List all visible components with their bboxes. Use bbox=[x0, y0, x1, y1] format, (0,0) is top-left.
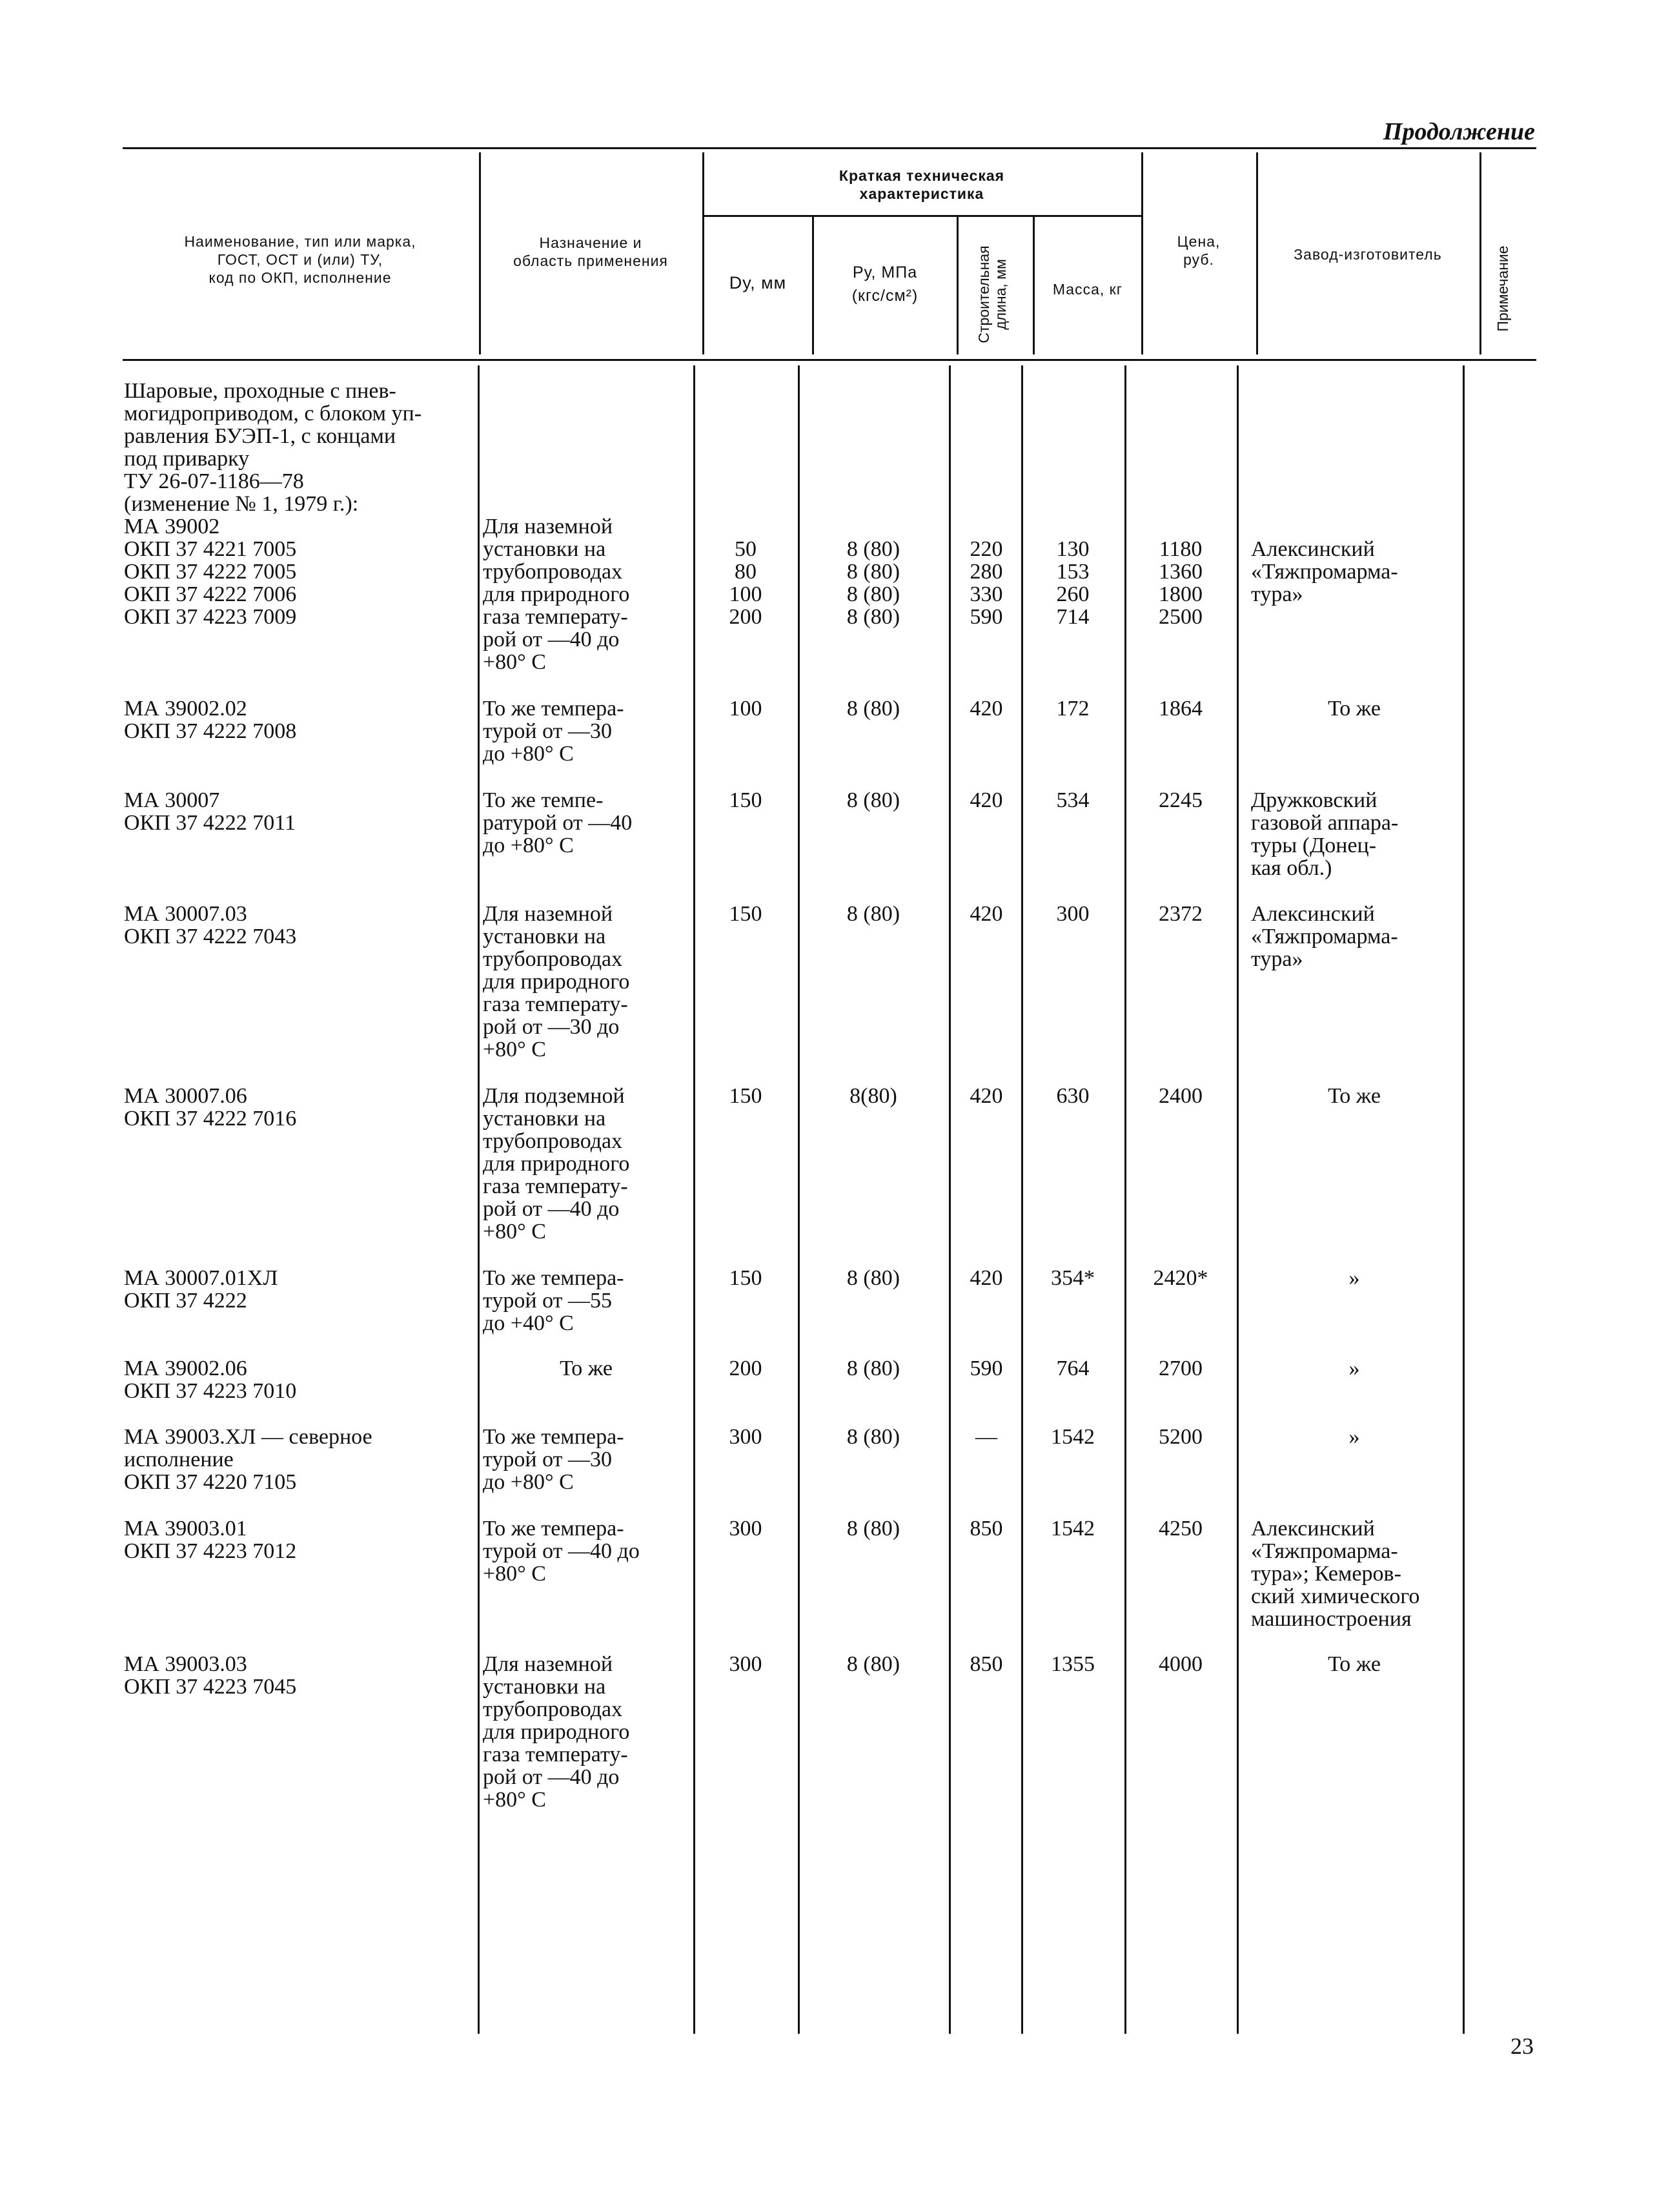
table-top-rule bbox=[123, 147, 1536, 149]
row-py: 8 (80) bbox=[846, 902, 900, 926]
header-maker: Завод-изготовитель bbox=[1294, 246, 1442, 263]
row-dy: 300 bbox=[729, 1517, 762, 1541]
header-purpose: Назначение и область применения bbox=[513, 234, 668, 269]
row-mass: 534 bbox=[1056, 788, 1090, 812]
row-name: МА 39003.03 ОКП 37 4223 7045 bbox=[124, 1652, 297, 1699]
row-py: 8 (80) bbox=[846, 1425, 900, 1449]
row-price: 1180 1360 1800 2500 bbox=[1159, 537, 1203, 629]
header-py: Pу, МПа (кгс/см²) bbox=[851, 263, 919, 305]
body-divider bbox=[1124, 365, 1126, 2034]
body-divider bbox=[1021, 365, 1023, 2034]
header-note: Примечание bbox=[1494, 245, 1511, 332]
row-maker: Алексинский «Тяжпромарма- тура»; Кемеров- ский химического машиностроения bbox=[1251, 1517, 1420, 1631]
header-bottom-rule bbox=[123, 359, 1536, 361]
row-maker: » bbox=[1348, 1425, 1360, 1449]
row-py: 8 (80) bbox=[846, 1517, 900, 1541]
row-dy: 200 bbox=[729, 1357, 762, 1380]
row-price: 4000 bbox=[1159, 1652, 1203, 1676]
header-divider bbox=[1033, 217, 1035, 354]
body-divider bbox=[798, 365, 800, 2034]
row-purpose: То же темпера- турой от —55 до +40° С bbox=[483, 1266, 624, 1335]
header-divider bbox=[702, 152, 704, 354]
row-maker: Дружковский газовой аппара- туры (Донец- кая обл.) bbox=[1251, 788, 1399, 880]
row-py: 8 (80) bbox=[846, 788, 900, 812]
row-py: 8(80) bbox=[849, 1084, 897, 1108]
row-mass: 300 bbox=[1056, 902, 1090, 926]
row-mass: 630 bbox=[1056, 1084, 1090, 1108]
row-name: МА 30007.01ХЛ ОКП 37 4222 bbox=[124, 1266, 278, 1313]
row-mass: 764 bbox=[1056, 1357, 1090, 1380]
row-length: 590 bbox=[970, 1357, 1003, 1380]
row-py: 8 (80) 8 (80) 8 (80) 8 (80) bbox=[846, 537, 900, 629]
row-name: МА 30007 ОКП 37 4222 7011 bbox=[124, 788, 296, 835]
row-dy: 50 80 100 200 bbox=[729, 537, 762, 629]
header-mass: Масса, кг bbox=[1052, 281, 1123, 298]
row-dy: 150 bbox=[729, 1084, 762, 1108]
row-name: МА 39002.06 ОКП 37 4223 7010 bbox=[124, 1357, 297, 1403]
row-mass: 1542 bbox=[1051, 1517, 1095, 1541]
row-dy: 300 bbox=[729, 1652, 762, 1676]
row-length: 420 bbox=[970, 697, 1003, 721]
row-length: 850 bbox=[970, 1652, 1003, 1676]
header-price: Цена, руб. bbox=[1177, 233, 1221, 268]
row-py: 8 (80) bbox=[846, 1266, 900, 1290]
header-length: Строительная длина, мм bbox=[975, 245, 1009, 343]
row-mass: 1355 bbox=[1051, 1652, 1095, 1676]
row-purpose: То же темпера- турой от —40 до +80° С bbox=[483, 1517, 640, 1586]
row-purpose: Для наземной установки на трубопроводах для природного газа температу- рой от —40 до +80° С bbox=[483, 515, 630, 674]
row-dy: 150 bbox=[729, 788, 762, 812]
body-divider bbox=[949, 365, 951, 2034]
row-price: 2400 bbox=[1159, 1084, 1203, 1108]
row-py: 8 (80) bbox=[846, 697, 900, 721]
row-name: МА 39002 ОКП 37 4221 7005 ОКП 37 4222 7005 ОКП 37 4222 7006 ОКП 37 4223 7009 bbox=[124, 515, 297, 629]
tech-subheader-rule bbox=[704, 215, 1141, 217]
row-py: 8 (80) bbox=[846, 1652, 900, 1676]
row-price: 2372 bbox=[1159, 902, 1203, 926]
intro-text: Шаровые, проходные с пнев- могидроприводом, с блоком уп- равления БУЭП-1, с концами под приварку ТУ 26-07-1186—78 (изменение № 1, 1979 г.): bbox=[124, 379, 422, 516]
row-purpose: Для подземной установки на трубопроводах для природного газа температу- рой от —40 до +80° С bbox=[483, 1084, 630, 1244]
continuation-label: Продолжение bbox=[1383, 118, 1535, 145]
row-length: — bbox=[975, 1425, 997, 1449]
body-divider bbox=[1237, 365, 1239, 2034]
row-name: МА 39002.02 ОКП 37 4222 7008 bbox=[124, 697, 297, 743]
body-divider bbox=[478, 365, 480, 2034]
row-purpose: Для наземной установки на трубопроводах для природного газа температу- рой от —30 до +80° С bbox=[483, 902, 630, 1061]
row-name: МА 30007.03 ОКП 37 4222 7043 bbox=[124, 902, 297, 948]
row-mass: 172 bbox=[1056, 697, 1090, 721]
page-number: 23 bbox=[1510, 2033, 1534, 2059]
row-name: МА 39003.01 ОКП 37 4223 7012 bbox=[124, 1517, 297, 1563]
header-name: Наименование, тип или марка, ГОСТ, ОСТ и (или) ТУ, код по ОКП, исполнение bbox=[184, 233, 416, 286]
row-maker: То же bbox=[1328, 1652, 1381, 1676]
row-py: 8 (80) bbox=[846, 1357, 900, 1380]
header-tech: Краткая техническая характеристика bbox=[838, 167, 1005, 202]
row-price: 5200 bbox=[1159, 1425, 1203, 1449]
row-dy: 150 bbox=[729, 902, 762, 926]
header-divider bbox=[812, 217, 814, 354]
row-maker: » bbox=[1348, 1357, 1360, 1380]
row-price: 4250 bbox=[1159, 1517, 1203, 1541]
row-mass: 354* bbox=[1051, 1266, 1095, 1290]
row-length: 220 280 330 590 bbox=[970, 537, 1003, 629]
body-divider bbox=[1463, 365, 1465, 2034]
row-length: 850 bbox=[970, 1517, 1003, 1541]
row-maker: Алексинский «Тяжпромарма- тура» bbox=[1251, 902, 1398, 971]
body-divider bbox=[693, 365, 695, 2034]
header-divider bbox=[957, 217, 959, 354]
row-dy: 100 bbox=[729, 697, 762, 721]
row-mass: 1542 bbox=[1051, 1425, 1095, 1449]
row-purpose: То же темпера- турой от —30 до +80° С bbox=[483, 1425, 624, 1494]
row-dy: 300 bbox=[729, 1425, 762, 1449]
row-price: 2245 bbox=[1159, 788, 1203, 812]
row-maker: То же bbox=[1328, 1084, 1381, 1108]
header-divider bbox=[1141, 152, 1143, 354]
row-name: МА 39003.ХЛ — северное исполнение ОКП 37 4220 7105 bbox=[124, 1425, 372, 1494]
row-length: 420 bbox=[970, 902, 1003, 926]
row-maker: Алексинский «Тяжпромарма- тура» bbox=[1251, 537, 1398, 606]
row-length: 420 bbox=[970, 1266, 1003, 1290]
row-price: 1864 bbox=[1159, 697, 1203, 721]
row-mass: 130 153 260 714 bbox=[1056, 537, 1090, 629]
row-purpose: Для наземной установки на трубопроводах для природного газа температу- рой от —40 до +80° С bbox=[483, 1652, 630, 1812]
header-divider bbox=[1256, 152, 1258, 354]
row-price: 2700 bbox=[1159, 1357, 1203, 1380]
header-divider bbox=[479, 152, 481, 354]
row-purpose: То же bbox=[560, 1357, 613, 1380]
row-length: 420 bbox=[970, 1084, 1003, 1108]
row-purpose: То же темпе- ратурой от —40 до +80° С bbox=[483, 788, 633, 857]
header-divider bbox=[1479, 152, 1481, 354]
row-name: МА 30007.06 ОКП 37 4222 7016 bbox=[124, 1084, 297, 1131]
row-purpose: То же темпера- турой от —30 до +80° С bbox=[483, 697, 624, 766]
header-dy: Dу, мм bbox=[729, 273, 787, 292]
row-length: 420 bbox=[970, 788, 1003, 812]
row-price: 2420* bbox=[1153, 1266, 1208, 1290]
row-maker: То же bbox=[1328, 697, 1381, 721]
row-maker: » bbox=[1348, 1266, 1360, 1290]
row-dy: 150 bbox=[729, 1266, 762, 1290]
